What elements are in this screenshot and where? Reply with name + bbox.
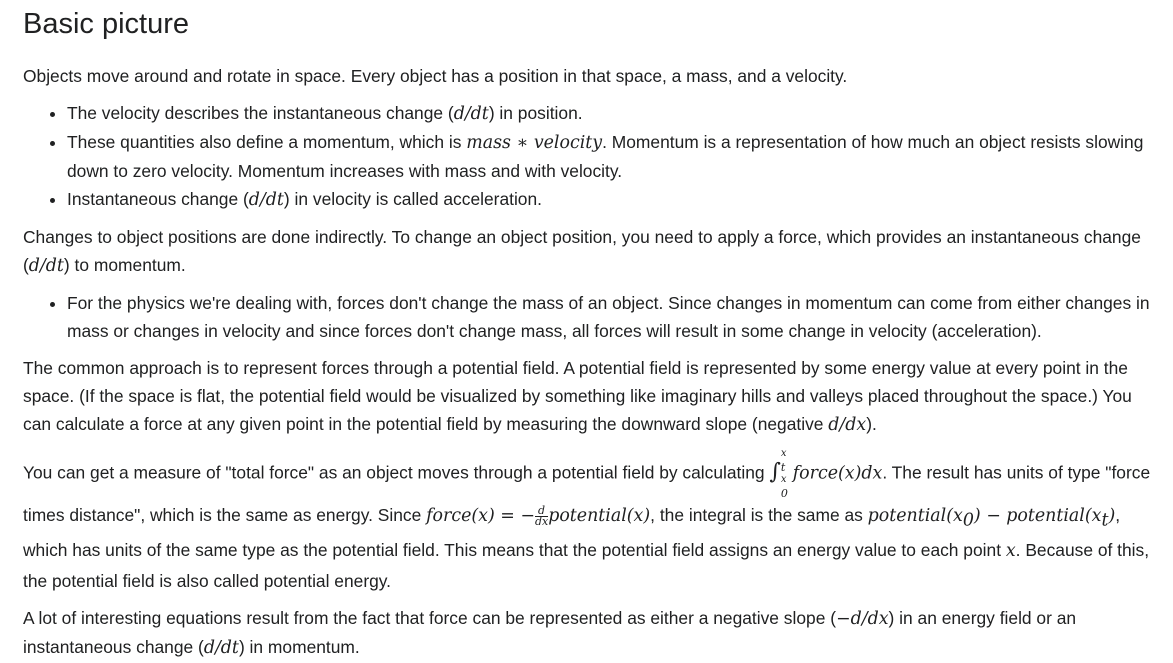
list-item: • The velocity describes the instantaneous change (d/dt) in position. <box>67 99 1153 128</box>
paragraph-potential-field: The common approach is to represent forces through a potential field. A potential field is represented by some energy value at every point in the space. (If the space is flat, the potential field would be visualized by something like imaginary hills and valleys placed throughout the space.) You can calculate a force at any given point in the potential field by measuring the downward slope (negative d/dx). <box>23 358 1132 435</box>
derivative-fraction: $\frac{d}{dx}$ <box>534 503 549 528</box>
section-heading: Basic picture <box>23 8 190 40</box>
paragraph-total-force: You can get a measure of "total force" as an object moves through a potential field by calculating ∫ x $_t$ x $_0$ force(x)dx. The result has units of type "force times distance", which is the same as energy. Since force(x) = − $\frac{d}{dx}$ potential(x), the integral is the same as $potential(x_0)$ − $potential(x_t)$, which has units of the same type as the potential field. This means that the potential field assigns an energy value to each point x. Because of this, the potential field is also called potential energy. <box>23 448 1151 592</box>
list-velocity <box>23 99 1153 214</box>
list-mass <box>23 289 1153 345</box>
list-item: • Instantaneous change (d/dt) in velocity is called acceleration. <box>67 185 1153 214</box>
integral-formula: ∫ x $_t$ x $_0$ <box>769 448 788 500</box>
paragraph-objects: Objects move around and rotate in space. Every object has a position in that space, a mass, and a velocity. <box>23 66 848 86</box>
paragraph-equations: A lot of interesting equations result from the fact that force can be represented as either a negative slope (−d/dx) in an energy field or an instantaneous change (d/dt) in momentum. <box>23 608 1077 659</box>
paragraph-forces: Changes to object positions are done indirectly. To change an object position, you need to apply a force, which provides an instantaneous change (d/dt) to momentum. <box>23 227 1141 276</box>
list-item: • For the physics we're dealing with, forces don't change the mass of an object. Since changes in momentum can come from either changes in mass or changes in velocity and since forces don't change mass, all forces will result in some change in velocity (acceleration). <box>67 289 1153 345</box>
list-item: • These quantities also define a momentum, which is mass ∗ velocity. Momentum is a representation of how much an object resists slowing down to zero velocity. Momentum increases with mass and with velocity. <box>67 128 1153 185</box>
